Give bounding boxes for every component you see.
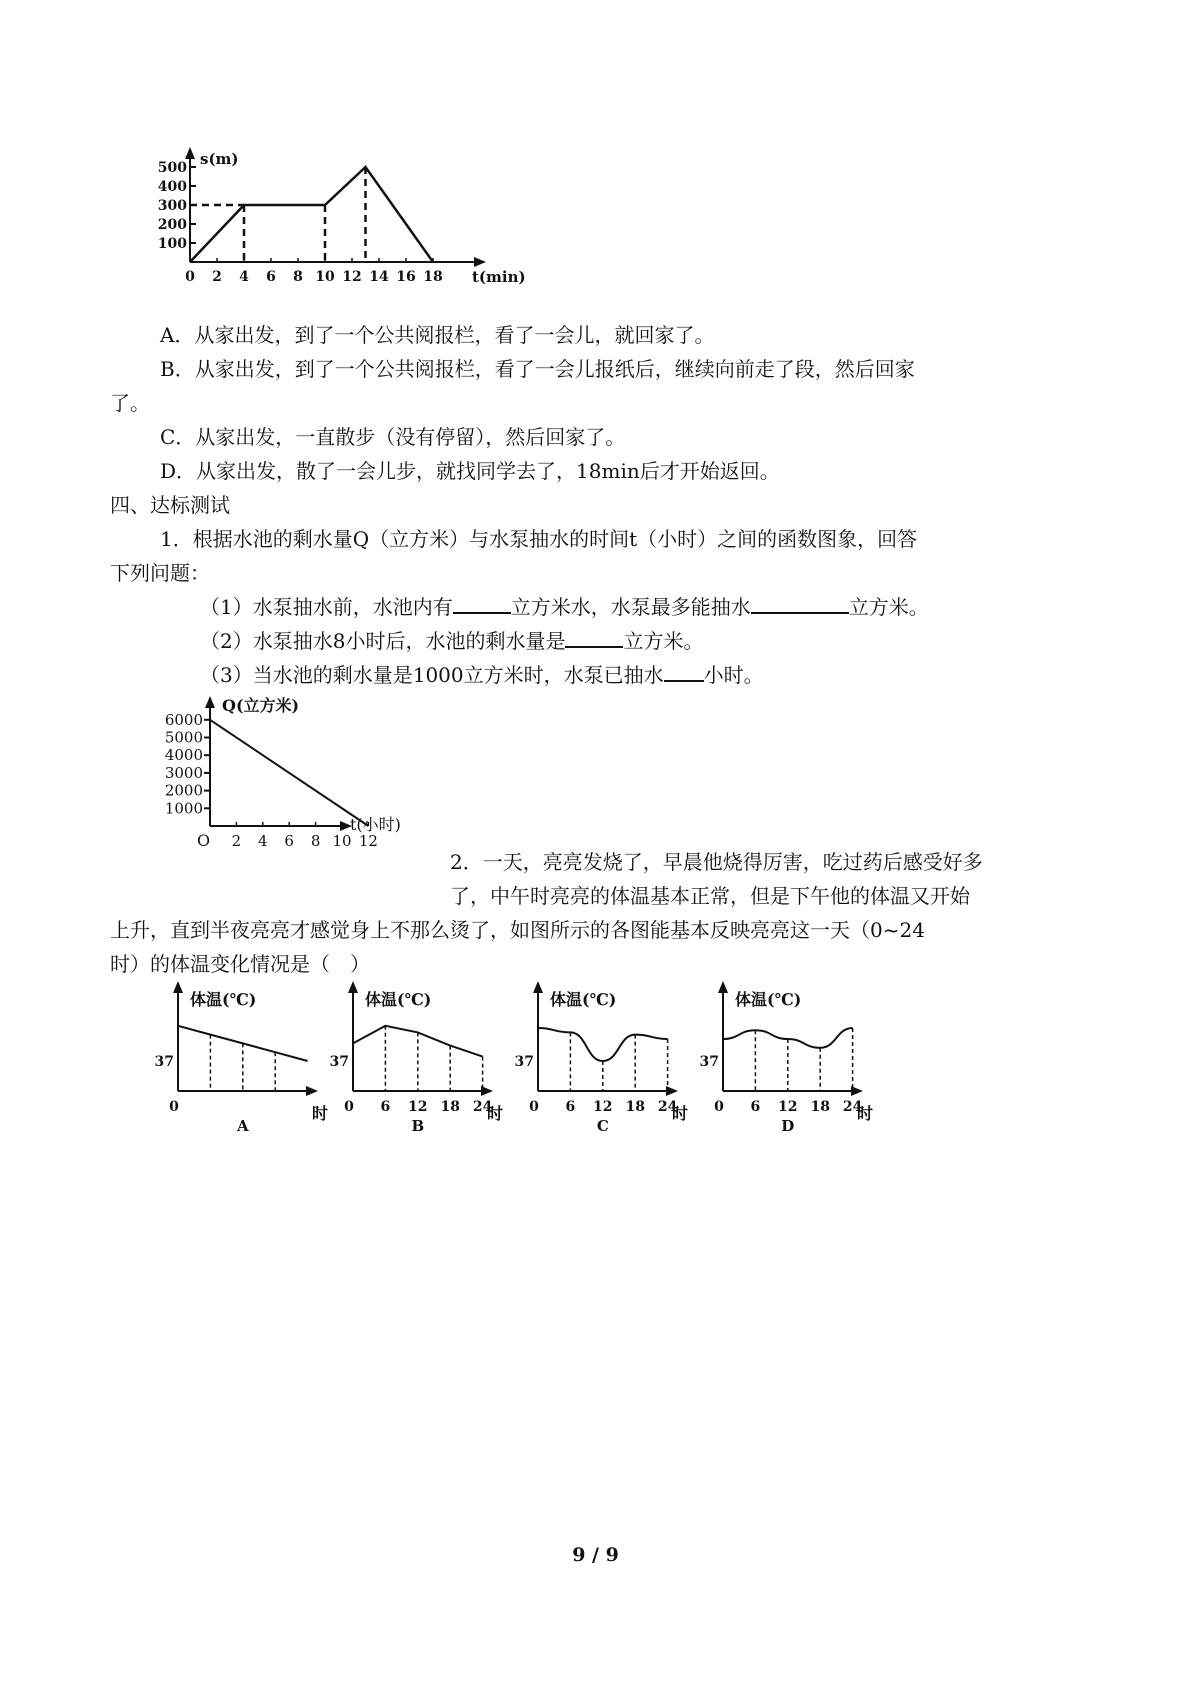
x-tick-label: 2 (231, 832, 242, 850)
y-tick-label: 400 (157, 179, 187, 195)
series-line (538, 1028, 668, 1061)
answer-blank[interactable] (664, 658, 704, 682)
x-tick-label: 18 (625, 1099, 645, 1115)
x-tick-label: 18 (423, 269, 443, 285)
question-1-part1: （1）水泵抽水前，水池内有 立方米水，水泵最多能抽水 立方米。 (200, 590, 929, 624)
x-tick-label: 8 (310, 832, 321, 850)
y-axis-label: 体温(℃) (735, 990, 802, 1009)
x-tick-label: 6 (266, 269, 276, 285)
origin-label: O (197, 831, 211, 850)
temperature-chart-a (154, 985, 355, 1140)
option-label: A (236, 1117, 249, 1135)
water-volume-chart (160, 695, 460, 885)
x-tick-label: 12 (408, 1099, 428, 1115)
temperature-chart-c (514, 985, 715, 1140)
x-tick-label: 16 (396, 269, 416, 285)
x-tick-label: 6 (750, 1099, 761, 1115)
question-1-part2: （2）水泵抽水8小时后，水池的剩水量是 立方米。 (200, 624, 703, 658)
answer-blank[interactable] (751, 590, 849, 614)
question-1-line2: 下列问题： (110, 561, 210, 585)
x-tick-label: 18 (810, 1099, 830, 1115)
y-tick-label: 5000 (164, 728, 203, 747)
y-tick-label: 37 (329, 1054, 349, 1070)
question-2-line4: 时）的体温变化情况是（ ） (110, 952, 370, 976)
option-label: D (781, 1117, 795, 1135)
series-line (178, 1026, 308, 1061)
x-axis-label: 时 (857, 1104, 874, 1123)
y-tick-label: 200 (157, 217, 187, 233)
x-axis-label: 时 (672, 1104, 689, 1123)
x-tick-label: 6 (284, 832, 294, 850)
wq-y-axis-arrow (205, 696, 215, 708)
x-tick-label: 0 (185, 269, 195, 285)
question-2-line1: 2．一天，亮亮发烧了，早晨他烧得厉害，吃过药后感受好多 (450, 850, 983, 874)
option-b-line2: 了。 (110, 391, 150, 415)
option-c: C．从家出发，一直散步（没有停留），然后回家了。 (160, 425, 626, 449)
option-b-line1: B．从家出发，到了一个公共阅报栏，看了一会儿报纸后，继续向前走了段，然后回家 (160, 357, 915, 381)
tc-x-axis-arrow (306, 1086, 318, 1096)
answer-blank[interactable] (453, 590, 511, 614)
x-axis-label: t(小时) (350, 815, 401, 834)
y-tick-label: 300 (157, 198, 187, 214)
y-tick-label: 6000 (164, 710, 203, 729)
question-2-line3: 上升，直到半夜亮亮才感觉身上不那么烫了，如图所示的各图能基本反映亮亮这一天（0~24 (110, 918, 925, 942)
x-tick-label: 24 (842, 1099, 863, 1115)
answer-blank[interactable] (565, 624, 623, 648)
x-tick-label: 0 (169, 1099, 179, 1115)
option-a: A．从家出发，到了一个公共阅报栏，看了一会儿，就回家了。 (160, 323, 715, 347)
x-tick-label: 12 (778, 1099, 798, 1115)
series-line (723, 1028, 853, 1048)
x-axis-label: t(min) (472, 268, 526, 286)
y-tick-label: 37 (699, 1054, 719, 1070)
x-tick-label: 0 (344, 1099, 354, 1115)
x-tick-label: 24 (657, 1099, 678, 1115)
y-axis-label: s(m) (200, 150, 239, 168)
option-d: D．从家出发，散了一会儿步，就找同学去了，18min后才开始返回。 (160, 459, 780, 483)
temperature-chart-b (329, 985, 530, 1140)
x-tick-label: 18 (440, 1099, 460, 1115)
section-heading: 四、达标测试 (110, 493, 230, 517)
x-tick-label: 4 (239, 269, 249, 285)
temperature-chart-d (699, 985, 915, 1140)
tc-y-axis-arrow (718, 981, 728, 993)
y-tick-label: 37 (514, 1054, 534, 1070)
dt-x-axis-arrow (474, 257, 486, 267)
series-line (190, 167, 433, 262)
y-axis-label: 体温(℃) (550, 990, 617, 1009)
question-2-line2: 了，中午时亮亮的体温基本正常，但是下午他的体温又开始 (450, 884, 970, 908)
x-tick-label: 10 (332, 832, 352, 850)
y-tick-label: 3000 (164, 763, 203, 782)
x-tick-label: 14 (369, 269, 389, 285)
y-axis-label: 体温(℃) (365, 990, 432, 1009)
y-tick-label: 1000 (164, 799, 203, 818)
page-number: 9 / 9 (572, 1544, 619, 1566)
option-label: C (596, 1117, 609, 1135)
dt-y-axis-arrow (185, 147, 195, 159)
x-tick-label: 0 (714, 1099, 724, 1115)
y-tick-label: 37 (154, 1054, 174, 1070)
x-tick-label: 8 (293, 269, 303, 285)
x-tick-label: 12 (593, 1099, 613, 1115)
y-tick-label: 4000 (164, 746, 203, 765)
question-1-part3: （3）当水池的剩水量是1000立方米时，水泵已抽水 小时。 (200, 658, 764, 692)
y-axis-label: Q(立方米) (222, 696, 300, 715)
x-tick-label: 0 (529, 1099, 539, 1115)
tc-y-axis-arrow (173, 981, 183, 993)
y-tick-label: 2000 (164, 781, 203, 800)
x-tick-label: 6 (565, 1099, 576, 1115)
x-tick-label: 4 (258, 832, 268, 850)
distance-time-chart (150, 150, 570, 310)
x-tick-label: 6 (380, 1099, 391, 1115)
tc-y-axis-arrow (348, 981, 358, 993)
question-1-line1: 1．根据水池的剩水量Q（立方米）与水泵抽水的时间t（小时）之间的函数图象，回答 (160, 527, 918, 551)
x-axis-label: 时 (487, 1104, 504, 1123)
x-tick-label: 12 (342, 269, 362, 285)
x-tick-label: 12 (358, 832, 378, 850)
x-tick-label: 24 (472, 1099, 493, 1115)
x-axis-label: 时 (312, 1104, 329, 1123)
y-axis-label: 体温(℃) (190, 990, 257, 1009)
option-label: B (411, 1117, 425, 1135)
tc-y-axis-arrow (533, 981, 543, 993)
series-line (210, 720, 368, 826)
y-tick-label: 500 (157, 160, 187, 176)
x-tick-label: 2 (212, 269, 222, 285)
y-tick-label: 100 (157, 236, 187, 252)
x-tick-label: 10 (315, 269, 335, 285)
